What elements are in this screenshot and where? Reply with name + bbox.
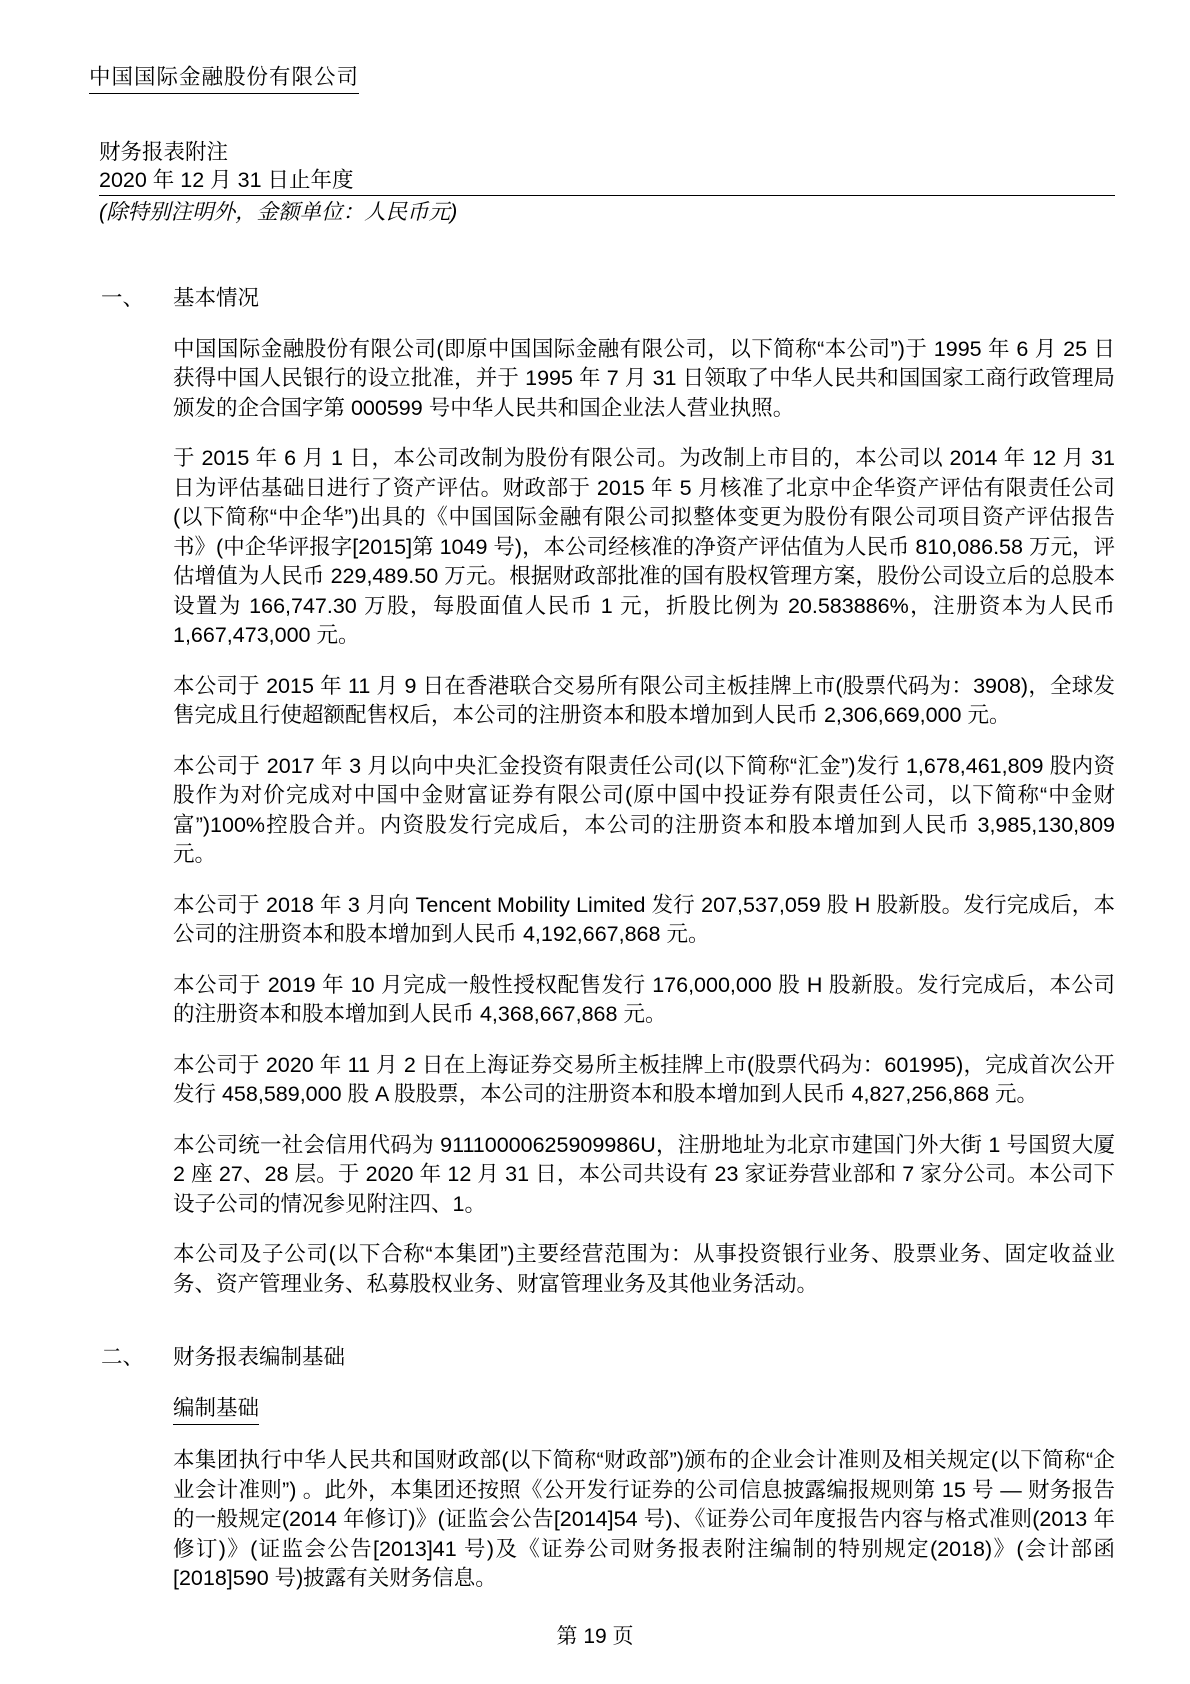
company-name: 中国国际金融股份有限公司 [89,64,359,94]
section-title: 基本情况 [173,286,260,310]
paragraph: 本公司及子公司(以下合称“本集团”)主要经营范围为：从事投资银行业务、股票业务、固定收益业务、资产管理业务、私募股权业务、财富管理业务及其他业务活动。 [173,1242,1115,1296]
section-number: 一、 [101,286,145,310]
doc-title: 财务报表附注 [99,140,229,164]
section-heading [89,284,1115,314]
paragraph: 本公司于 2017 年 3 月以向中央汇金投资有限责任公司(以下简称“汇金”)发行 1,678,461,809 股内资股作为对价完成对中国中金财富证券有限公司(原中国中投证券有限责任公司，以下简称“中金财富”)100%控股合并。内资股发行完成后，本公司的注册资本和股本增加到人民币 3,985,130,809 元。 [173,753,1115,866]
subsection-heading: 编制基础 [173,1394,259,1426]
paragraph: 本公司于 2018 年 3 月向 Tencent Mobility Limited 发行 207,537,059 股 H 股新股。发行完成后，本公司的注册资本和股本增加到人民币 4,192,667,868 元。 [173,892,1115,946]
unit-note: (除特别注明外，金额单位：人民币元) [99,200,458,224]
paragraph: 本公司于 2015 年 11 月 9 日在香港联合交易所有限公司主板挂牌上市(股票代码为：3908)，全球发售完成且行使超额配售权后，本公司的注册资本和股本增加到人民币 2,306,669,000 元。 [173,673,1115,727]
period-line: 2020 年 12 月 31 日止年度 [99,166,1115,196]
paragraph: 本公司于 2019 年 10 月完成一般性授权配售发行 176,000,000 股 H 股新股。发行完成后，本公司的注册资本和股本增加到人民币 4,368,667,868 元。 [173,972,1115,1026]
paragraph: 本公司于 2020 年 11 月 2 日在上海证券交易所主板挂牌上市(股票代码为：601995)，完成首次公开发行 458,589,000 股 A 股股票，本公司的注册资本和股本增加到人民币 4,827,256,868 元。 [173,1052,1115,1106]
section-body [173,335,1115,1300]
paragraph: 本公司统一社会信用代码为 91110000625909986U，注册地址为北京市建国门外大街 1 号国贸大厦 2 座 27、28 层。于 2020 年 12 月 31 日，本公司共设有 23 家证券营业部和 7 家分公司。本公司下设子公司的情况参见附注四、1。 [173,1132,1115,1216]
paragraph: 于 2015 年 6 月 1 日，本公司改制为股份有限公司。为改制上市目的，本公司以 2014 年 12 月 31 日为评估基础日进行了资产评估。财政部于 2015 年 5 月核准了北京中企华资产评估有限责任公司(以下简称“中企华”)出具的《中国国际金融有限公司拟整体变更为股份有限公司项目资产评估报告书》(中企华评报字[2015]第 1049 号)，本公司经核准的净资产评估值为人民币 810,086.58 万元，评估增值为人民币 229,489.50 万元。根据财政部批准的国有股权管理方案，股份公司设立后的总股本设置为 166,747.30 万股，每股面值人民币 1 元，折股比例为 20.583886%，注册资本为人民币 1,667,473,000 元。 [173,446,1115,647]
title-block [89,138,1115,226]
paragraph: 本集团执行中华人民共和国财政部(以下简称“财政部”)颁布的企业会计准则及相关规定(以下简称“企业会计准则”) 。此外，本集团还按照《公开发行证券的公司信息披露编报规则第 15 号 — 财务报告的一般规定(2014 年修订)》(证监会公告[2014]54 号)、《证券公司年度报告内容与格式准则(2013 年修订)》(证监会公告[2013]41 号)及《证券公司财务报表附注编制的特别规定(2018)》(会计部函[2018]590 号)披露有关财务信息。 [173,1448,1115,1590]
page-number: 第 19 页 [556,1625,634,1648]
section-basis-of-preparation [89,1343,1115,1594]
section-body [173,1373,1115,1594]
section-number: 二、 [101,1345,145,1369]
section-heading [89,1343,1115,1373]
paragraph: 中国国际金融股份有限公司(即原中国国际金融有限公司，以下简称“本公司”)于 1995 年 6 月 25 日获得中国人民银行的设立批准，并于 1995 年 7 月 31 日领取了中华人民共和国国家工商行政管理局颁发的企合国字第 000599 号中华人民共和国企业法人营业执照。 [173,336,1115,420]
section-title: 财务报表编制基础 [173,1345,346,1369]
section-basic-information [89,284,1115,1299]
